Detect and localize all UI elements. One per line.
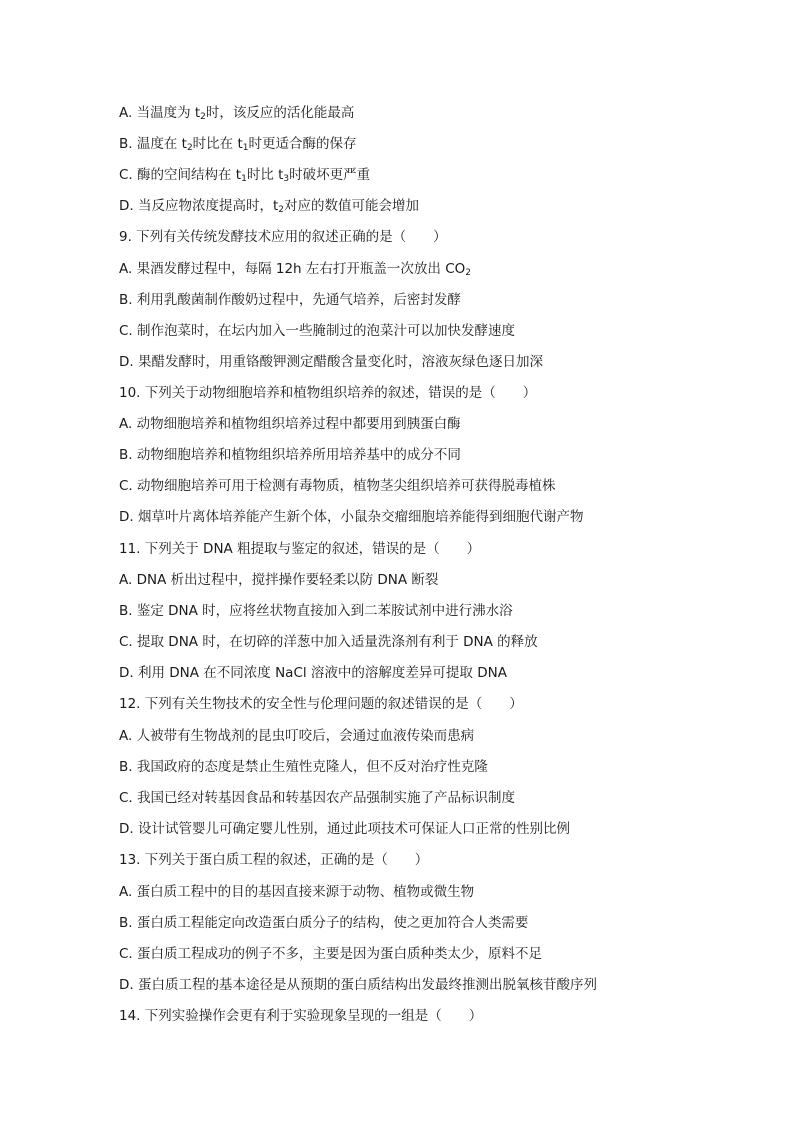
q11-option-c: C. 提取 DNA 时，在切碎的洋葱中加入适量洗涤剂有利于 DNA 的释放: [119, 634, 538, 650]
q8-option-c: C. 酶的空间结构在 $t_1$时比 $t_3$时破坏更严重: [119, 167, 371, 184]
q10-option-a: A. 动物细胞培养和植物组织培养过程中都要用到胰蛋白酶: [119, 416, 461, 432]
q13-option-b: B. 蛋白质工程能定向改造蛋白质分子的结构，使之更加符合人类需要: [119, 915, 529, 931]
q11-option-d: D. 利用 DNA 在不同浓度 NaCl 溶液中的溶解度差异可提取 DNA: [119, 665, 507, 681]
q13-option-c: C. 蛋白质工程成功的例子不多，主要是因为蛋白质种类太少，原料不足: [119, 946, 543, 962]
q12-option-b: B. 我国政府的态度是禁止生殖性克隆人，但不反对治疗性克隆: [119, 759, 488, 775]
q8-option-b: B. 温度在 $t_2$时比在 $t_1$时更适合酶的保存: [119, 136, 357, 153]
q11-option-a: A. DNA 析出过程中，搅拌操作要轻柔以防 DNA 断裂: [119, 572, 439, 588]
q9-option-b: B. 利用乳酸菌制作酸奶过程中，先通气培养，后密封发酵: [119, 292, 461, 308]
q11-option-b: B. 鉴定 DNA 时，应将丝状物直接加入到二苯胺试剂中进行沸水浴: [119, 603, 513, 619]
q9-option-a: A. 果酒发酵过程中，每隔 12h 左右打开瓶盖一次放出 $CO_2$: [119, 261, 471, 278]
q10-option-c: C. 动物细胞培养可用于检测有毒物质，植物茎尖组织培养可获得脱毒植株: [119, 478, 556, 494]
q10-option-b: B. 动物细胞培养和植物组织培养所用培养基中的成分不同: [119, 447, 461, 463]
q11-stem: 11. 下列关于 DNA 粗提取与鉴定的叙述，错误的是（ ）: [119, 541, 481, 557]
q12-stem: 12. 下列有关生物技术的安全性与伦理问题的叙述错误的是（ ）: [119, 696, 523, 712]
q12-option-d: D. 设计试管婴儿可确定婴儿性别，通过此项技术可保证人口正常的性别比例: [119, 821, 570, 837]
q10-stem: 10. 下列关于动物细胞培养和植物组织培养的叙述，错误的是（ ）: [119, 385, 537, 401]
q13-option-a: A. 蛋白质工程中的目的基因直接来源于动物、植物或微生物: [119, 884, 475, 900]
q8-option-d: D. 当反应物浓度提高时，$t_2$对应的数值可能会增加: [119, 198, 420, 215]
q13-stem: 13. 下列关于蛋白质工程的叙述，正确的是（ ）: [119, 852, 429, 868]
q9-option-d: D. 果醋发酵时，用重铬酸钾测定醋酸含量变化时，溶液灰绿色逐日加深: [119, 354, 543, 370]
q10-option-d: D. 烟草叶片离体培养能产生新个体，小鼠杂交瘤细胞培养能得到细胞代谢产物: [119, 509, 584, 525]
q9-stem: 9. 下列有关传统发酵技术应用的叙述正确的是（ ）: [119, 229, 447, 245]
q9-option-c: C. 制作泡菜时，在坛内加入一些腌制过的泡菜汁可以加快发酵速度: [119, 323, 516, 339]
q12-option-c: C. 我国已经对转基因食品和转基因农产品强制实施了产品标识制度: [119, 790, 516, 806]
q12-option-a: A. 人被带有生物战剂的昆虫叮咬后，会通过血液传染而患病: [119, 728, 475, 744]
q14-stem: 14. 下列实验操作会更有利于实验现象呈现的一组是（ ）: [119, 1008, 483, 1024]
q8-option-a: A. 当温度为 $t_2$时，该反应的活化能最高: [119, 105, 355, 122]
q13-option-d: D. 蛋白质工程的基本途径是从预期的蛋白质结构出发最终推测出脱氧核苷酸序列: [119, 977, 597, 993]
